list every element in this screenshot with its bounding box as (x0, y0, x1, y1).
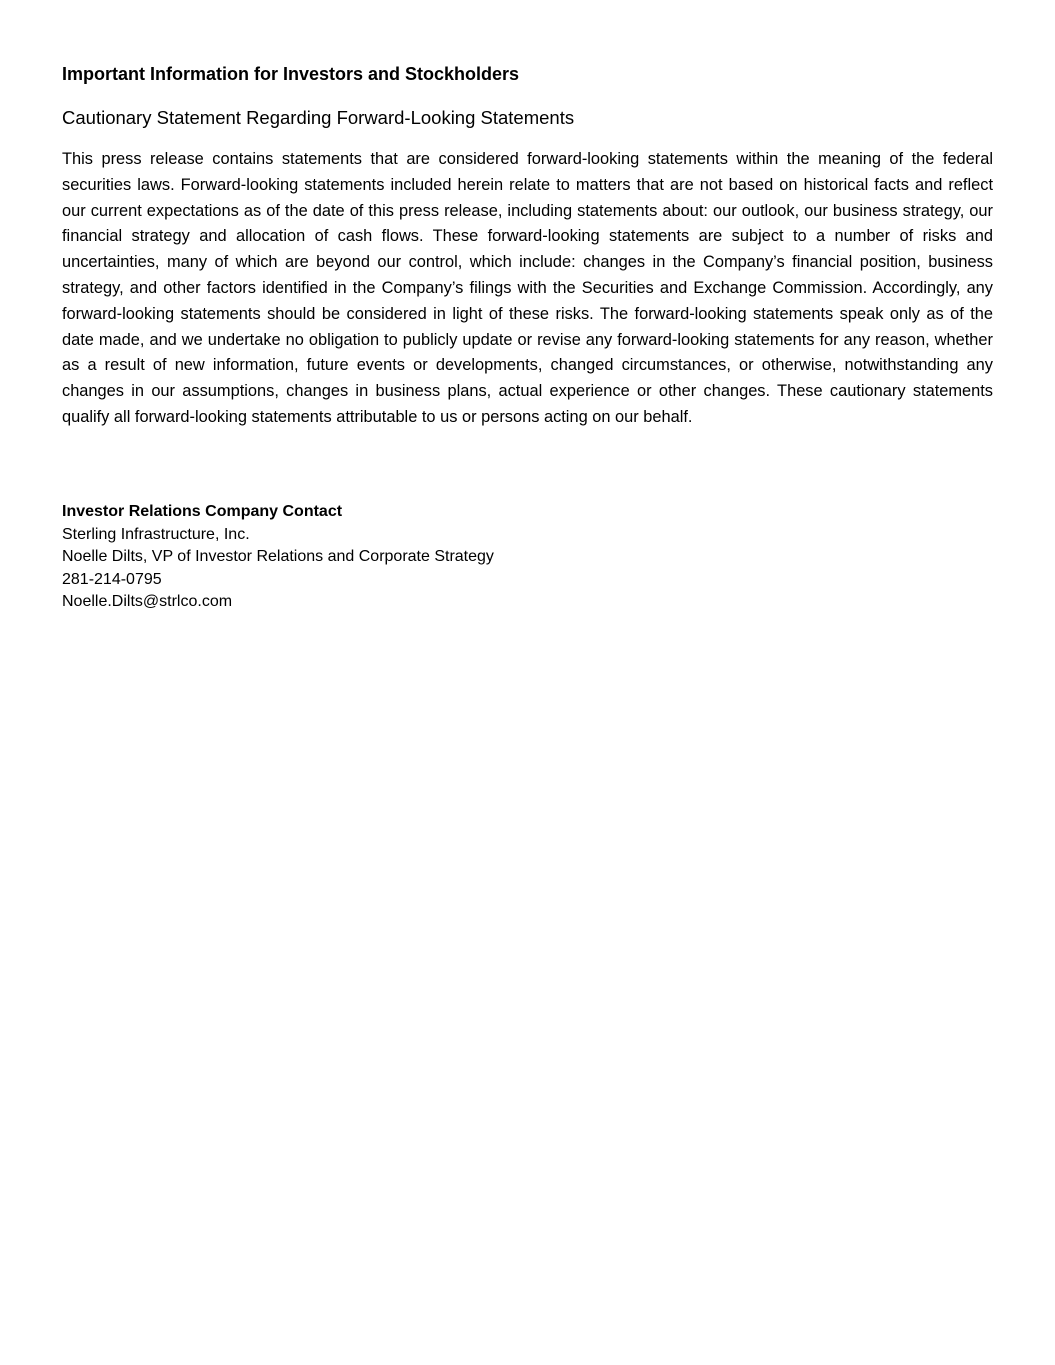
contact-phone: 281-214-0795 (62, 570, 162, 588)
contact-title: Investor Relations Company Contact (62, 503, 343, 520)
contact-person: Noelle Dilts, VP of Investor Relations and Corporate Strategy (62, 548, 494, 566)
contact-company: Sterling Infrastructure, Inc. (62, 525, 250, 543)
forward-looking-paragraph: This press release contains statements that are considered forward-looking statements within the meaning of the federal securities laws. Forward-looking statements included herein relate to matters that are not based on historical facts and reflect our current expectations as of the date of this press release, including statements about: our outlook, our business strategy, our financial strategy and allocation of cash flows. These forward-looking statements are subject to a number of risks and uncertainties, many of which are beyond our control, which include: changes in the Company’s financial position, business strategy, and other factors identified in the Company’s filings with the Securities and Exchange Commission. Accordingly, any forward-looking statements should be considered in light of these risks. The forward-looking statements speak only as of the date made, and we undertake no obligation to publicly update or revise any forward-looking statements for any reason, whether as a result of new information, future events or developments, changed circumstances, or otherwise, notwithstanding any changes in our assumptions, changes in business plans, actual experience or other changes. These cautionary statements qualify all forward-looking statements attributable to us or persons acting on our behalf. (62, 150, 993, 426)
investor-contact-block (62, 501, 993, 614)
section-subtitle: Cautionary Statement Regarding Forward-Looking Statements (62, 107, 575, 128)
contact-email: Noelle.Dilts@strlco.com (62, 593, 233, 611)
page-title: Important Information for Investors and Stockholders (62, 64, 520, 84)
